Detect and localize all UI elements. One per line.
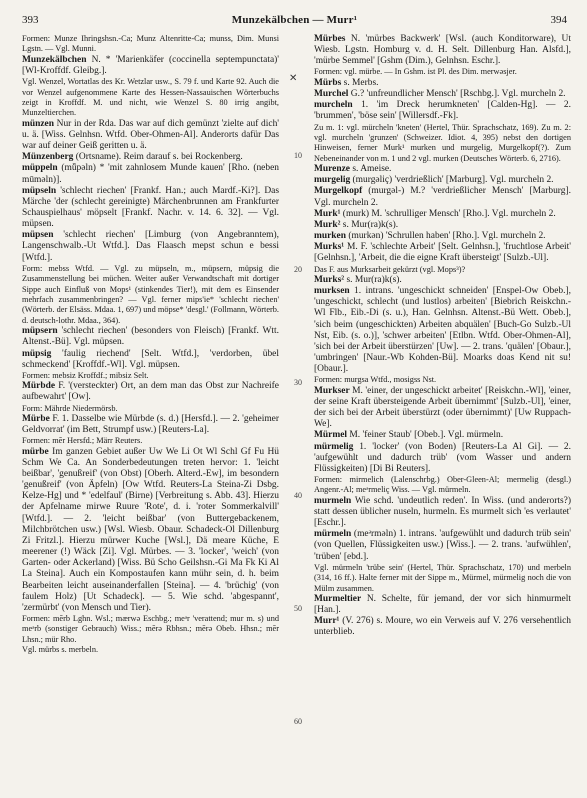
dictionary-entry: Mürbes N. 'mürbes Backwerk' [Wsl. (auch Konditorware), Ut Wiesb. Lgstn. Homburg v. d. H. Selt. Dillenburg Han. Alsfd.], 'mürbe Semmel' [Gshm (Dim.), Gelnhsn. Eschr.]. [314, 34, 571, 67]
dictionary-entry: müpsern 'schlecht riechen' (besonders von Fleisch) [Frankf. Wtt. Altenst.-Bü]. Vgl. müpsen. [22, 326, 279, 348]
dictionary-entry: müppeln (mǖpəln) * 'mit zahnlosem Munde kauen' [Rho. (neben mūməln)]. [22, 163, 279, 185]
dictionary-entry: Murk² s. Mur(ra)k(s). [314, 219, 399, 230]
right-column [314, 34, 571, 639]
note-paragraph: Formen: mirmelich (Lalenschrbg.) Ober-Gleen-Al; mermelig (desgl.) Angenr.-Al; meᵊrmeliç Wiss. — Vgl. mürmeln. [314, 475, 571, 495]
dictionary-entry: müpseln 'schlecht riechen' [Frankf. Han.; auch Mardf.-Ki?]. Das Märche 'der (schlecht gereinigte) Märchenbrunnen am Frankfurter Schauspielhaus' möpselt [Frankf. Nachr. v. 14. 6. 32]. — Vgl. müpsen. [22, 185, 279, 230]
note-paragraph: Zu m. 1: vgl. mürcheln 'kneten' (Hertel, Thür. Sprachschatz, 169). Zu m. 2: vgl. murcheln 'grunzen' (Schweizer. Idiot. 4, 395) nebst den dortigen Hinweisen, ferner Murk¹ murken und murgelig, Murgelkopf(?). Zum Nebeneinander von m. 1 und 2 vgl. murken (Deutsches Wörterb. 6, 2716). [314, 122, 571, 163]
dictionary-entry: murmeln Wie schd. 'undeutlich reden'. In Wiss. (und anderorts?) statt dessen üblicher nuseln, hurmeln. Es murmelt sich 'es verlautet' [Eschr.]. [314, 495, 571, 529]
dictionary-entry: murksen 1. intrans. 'ungeschickt schneiden' [Enspel-Ow Obeb.], 'ungeschickt, schlecht (und lustlos) arbeiten' [Biebrich Reiskchn.-Wl Flb., Eib.-Di (s. u.), Han. Gelnhsn. Altenst.-Bü Wett. Obeb.], 'sich beim (ungeschickten) Arbeiten abquälen' [Buch-Go Sulzb.-Ul Nst, Eib. (s. o.)], 'schwer arbeiten' [Etlbn. Wtfd. Ober-Ohmen-Al], 'sich bei der Arbeit überstürzen' [Uw]. — 2. trans. 'quälen' [Obaur.], 'umbringen' [Naur.-Wb Kohden-Bü]. Moarks doas Kend nit su! [Obaur.]. [314, 286, 571, 375]
dictionary-entry: Münzenberg (Ortsname). Reim darauf s. bei Rockenberg. [22, 152, 243, 163]
note-paragraph: Form: Mährde Niedermörsb. [22, 403, 118, 413]
dictionary-entry: Murk¹ (murk) M. 'schrulliger Mensch' [Rho.]. Vgl. murcheln 2. [314, 208, 556, 219]
dictionary-entry: Mürbs s. Merbs. [314, 77, 379, 88]
note-paragraph: Vgl. Wenzel, Wortatlas des Kr. Wetzlar usw., S. 79 f. und Karte 92. Auch die vor Wenzel aufgenommene Karte des Hessen-Nassauischen Wörterbuchs zeigt in Kroffdf. M. und nicht, wie Wenzel S. 80 irrig angibt, Munzeltierchen. [22, 77, 279, 118]
note-paragraph: Formen: vgl. mürbe. — In Gshm. ist Pl. des Dim. merwəsjer. [314, 67, 517, 77]
line-number: 10 [294, 151, 302, 160]
dictionary-entry: mürmelig 1. 'locker' (von Boden) [Reuters-La Al Gi]. — 2. 'aufgewühlt und dadurch trüb' (vom Wasser und andern Flüssigkeiten) [Di Bi Reuters]. [314, 441, 571, 474]
page-header [22, 14, 567, 28]
dictionary-entry: Murks² s. Mur(ra)k(s). [314, 274, 402, 285]
dictionary-entry: Mürmel M. 'feiner Staub' [Obeb.]. Vgl. mürmeln. [314, 430, 504, 441]
line-number: 50 [294, 604, 302, 613]
left-column [22, 34, 279, 656]
note-paragraph: Formen: mērb Lghn. Wsl.; mærwə Eschbg.; meᵊr 'verattend; mur m. s) und meᵊrb (sonstiger Gebrauch) Wiss.; mērə Rbhsn.; mērə Obeb. Hhsn.; mēr Lhsn.; mür Rho. [22, 614, 279, 644]
note-paragraph: Formen: mebsiz Kroffdf.; mibsiz Selt. [22, 370, 149, 380]
dictionary-entry: Murenze s. Ameise. [314, 164, 392, 175]
line-number: 40 [294, 491, 302, 500]
note-paragraph: Formen: Munze Ihringshsn.-Ca; Munz Altenritte-Ca; munss, Dim. Munsi Lgstn. — Vgl. Munni. [22, 34, 279, 54]
dictionary-entry: mürmeln (meᵊrməln) 1. intrans. 'aufgewühlt und dadurch trüb sein' (von Quellen, Flüssigkeiten usw.) [Wiss.]. — 2. trans. 'aufwühlen', 'trüben' [ebd.]. [314, 529, 571, 562]
dictionary-entry: Murgelkopf (murgəl-) M.? 'verdrießlicher Mensch' [Marburg]. Vgl. murcheln 2. [314, 186, 571, 208]
line-number: 60 [294, 717, 302, 726]
margin-mark: ✕ [289, 73, 298, 84]
line-number: 30 [294, 378, 302, 387]
dictionary-entry: Mürbe F. 1. Dasselbe wie Mürbde (s. d.) [Hersfd.]. — 2. 'geheimer Geldvorrat' (im Bett, Strumpf usw.) [Reuters-La]. [22, 413, 279, 436]
page-number-right: 394 [550, 14, 567, 26]
dictionary-entry: mürbe Im ganzen Gebiet außer Uw We Li Ot Wl Schl Gf Fu Hü Schm We Ca. An Sonderbedeutungen treten hervor: 1. 'leicht beißbar', 'genußreif' (von Obst) [Oberh. Alterd.-Ew], im besondern 'genußreif' (von Äpfeln) [Ow Wtfd. Reuters-La Steina-Zi Dsbg. Kelze-Hg] und * 'edelfaul' (Birne) [Verbreitung s. Abb. 43]. Hierzu der Apfelname mirwe Ruure 'Rote', d. i. 'roter Sommerkalvill' [Wtfd.]. — 2. 'leicht beißbar' (von Buttergebackenem, Milchbrötchen usw.) [Wsl. Wiesb. Obaur. Schadeck-Ol Dillenburg Zi Fritzl.]. Hierzu mürwer Kuche [Wsl.], Dä meare Küche, E meerener (!) Wäck [Zi]. Vgl. Mürbes. — 3. 'locker', 'weich' (von Garten- oder Ackerland) [Wiss. Bü Scho Geilshsn.-Gi Ma Fk Ki Al La Steina]. Auch ein Kompostaufen kann mühr sein, d. h. beim Bearbeiten leicht auseinanderfallen [Steina]. — 4. 'brüchig' (von faulem Holz) [Ut Schadeck]. — 5. Wie schd. 'abgespannt', 'zermürbt' (von Mensch und Tier). [22, 446, 279, 613]
dictionary-entry: müpsig 'faulig riechend' [Selt. Wtfd.], 'verdorben, übel schmeckend' [Kroffdf.-Wl]. Vgl. müpsen. [22, 348, 279, 370]
dictionary-entry: Murkser M. 'einer, der ungeschickt arbeitet' [Reiskchn.-Wl], 'einer, der seine Kraft übersteigende Arbeit übernimmt' [Sulzb.-Ul], 'einer, der sich bei der Arbeit überstürzt (oder übernimmt)' [Uw Ruppach-We]. [314, 385, 571, 430]
dictionary-entry: müpsen 'schlecht riechen' [Limburg (von Angebranntem), Langenschwalb.-Ut Wtfd.]. Das Flaasch mepst schun e bessi [Wtfd.]. [22, 230, 279, 263]
page-number-left: 393 [22, 14, 39, 26]
dictionary-entry: murcheln 1. 'im Dreck herumkneten' [Calden-Hg]. — 2. 'brummen', 'böse sein' [Willersdf.-Fk]. [314, 100, 571, 122]
note-paragraph: Das F. aus Murksarbeit gekürzt (vgl. Mops³)? [314, 264, 466, 274]
dictionary-entry: Murr¹ (V. 276) s. Moure, wo ein Verweis auf V. 276 versehentlich unterblieb. [314, 616, 571, 638]
note-paragraph: Formen: murgsa Wtfd., mosigss Nst. [314, 375, 437, 385]
dictionary-entry: Murmeltier N. Schelte, für jemand, der vor sich hinmurmelt [Han.]. [314, 593, 571, 616]
dictionary-entry: murken (murkən) 'Schrullen haben' [Rho.]. Vgl. murcheln 2. [314, 231, 546, 242]
dictionary-entry: Mürbde F. '(versteckter) Ort, an dem man das Obst zur Nachreife aufbewahrt' [Ow]. [22, 381, 279, 403]
dictionary-entry: Murchel G.? 'unfreundlicher Mensch' [Rschbg.]. Vgl. murcheln 2. [314, 89, 566, 100]
note-paragraph: Vgl. mürmeln 'trübe sein' (Hertel, Thür. Sprachschatz, 170) und merbeln (314, 16 ff.). Halte ferner mit der Sippe m., Mürmel, mürmelig noch die von Mülm zusammen. [314, 562, 571, 593]
note-paragraph: Form: mebss Wtfd. — Vgl. zu müpseln, m., müpsern, müpsig die Zusammenstellung bei müchen. Weiter außer Verwandtschaft mit dortiger Sippe auch Einfluß von Mops¹ (stinkendes Tier!), mit dem es Einsender mehrfach zusammenbringen? — Vgl. ferner mips'ie* 'schlecht riechen' (Wörterb. der Elsäss. Mdaa. 1, 697) und möpse* 'desgl.' (Follmann, Wörterb. d. deutsch-lothr. Mdaa., 364). [22, 263, 279, 325]
dictionary-entry: münzen Nur in der Rda. Das war auf dich gemünzt 'zielte auf dich' u. ä. [Wiss. Gelnhsn. Wtfd. Ober-Ohmen-Al]. Anderorts dafür Das war auf deiner Geiß geritten u. ä. [22, 118, 279, 152]
column-gutter [289, 34, 290, 782]
note-paragraph: Vgl. mürbs s. merbeln. [22, 645, 99, 655]
running-title: Munzekälbchen — Murr¹ [231, 14, 358, 26]
note-paragraph: Formen: mēr Hersfd.; Märr Reuters. [22, 436, 143, 446]
dictionary-entry: Munzekälbchen N. * 'Marienkäfer (coccinella septempunctata)' [Wl-Kroffdf. Gleibg.]. [22, 54, 279, 76]
dictionary-entry: murgelig (murgəliç) 'verdrießlich' [Marburg]. Vgl. murcheln 2. [314, 175, 554, 186]
dictionary-entry: Murks¹ M. F. 'schlechte Arbeit' [Selt. Gelnhsn.], 'fruchtlose Arbeit' [Gelnhsn.], 'Arbeit, die die eigne Kraft übersteigt' [Sulzb.-Ul]. [314, 242, 571, 264]
line-number: 20 [294, 265, 302, 274]
